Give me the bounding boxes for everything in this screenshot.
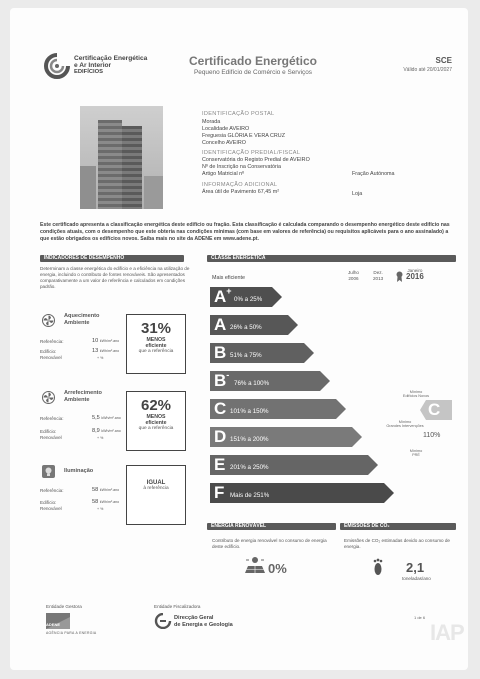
emissions-heading: EMISSÕES DE CO₂ [340, 523, 456, 530]
heating-fan-icon [42, 314, 55, 327]
min-label3: Mínimo [409, 449, 423, 453]
certification-logo-icon [44, 52, 70, 80]
year2-label: Dez. [373, 270, 383, 275]
lighting-ref-unit: kWh/m².ano [99, 488, 120, 492]
supervising-entity-label: Entidade Fiscalizadora [154, 604, 201, 609]
address-field: Morada [202, 119, 221, 125]
heating-renewable-label: Renovável [40, 355, 62, 360]
heating-title-line1: Aquecimento [64, 313, 100, 319]
cooling-renewable-label: Renovável [40, 435, 62, 440]
energy-class-letter: F [214, 483, 225, 502]
energy-class-letter: D [214, 427, 227, 446]
lighting-ref-text: à referência [143, 486, 169, 491]
energy-class-bar [210, 483, 384, 503]
lighting-comparison: IGUAL [146, 480, 166, 486]
energy-class-letter: B- [214, 370, 230, 390]
municipality-field: Concelho AVEIRO [202, 140, 246, 146]
heating-building-value: 13 [92, 348, 99, 354]
heating-ref-label: Referência: [40, 339, 64, 344]
lighting-result-box [126, 465, 186, 525]
renewable-text: Contributo de energia renovável no consumo de energia deste edifício. [212, 538, 327, 549]
cooling-title-line2: Ambiente [64, 396, 90, 403]
lighting-building-label: Edifício: [40, 500, 57, 505]
logo-line1: Certificação Energética [74, 55, 148, 62]
energy-class-range: 0% a 25% [234, 296, 263, 303]
energy-class-bar [210, 427, 352, 447]
intro-paragraph: Este certificado apresenta a classificação energética deste edifício ou fração. Esta classificação é calculada comparando o desempenho energético deste edifício nas condições atuais, com o desempenho que este obteria nas condições mínimas (com base em valores de referência) ou requisitos aplicáveis para o ano assinalado) a que estão obrigados os edifícios novos. Saiba mais no site da ADENE em www.adene.pt. [40, 222, 450, 242]
registration-field: Nº de Inscrição na Conservatória [202, 164, 281, 170]
cooling-ref-value: 5,5 [92, 415, 100, 421]
parish-field: Freguesia GLÓRIA E VERA CRUZ [202, 133, 285, 139]
year-2016 [406, 268, 424, 280]
cooling-building-value: 8,9 [92, 428, 100, 434]
lightbulb-icon [42, 465, 55, 478]
more-efficient-label: Mais eficiente [212, 275, 245, 281]
title-block [178, 54, 328, 76]
year-2013 [373, 270, 383, 281]
dgeg-text [174, 615, 233, 628]
energy-class-bar [210, 455, 368, 475]
lighting-title: Iluminação [64, 468, 94, 474]
tax-article-field: Artigo Matricial nº [202, 171, 245, 177]
emissions-unit: toneladas/ano [402, 576, 431, 581]
current-class-value: 110% [423, 432, 441, 439]
watermark-decoration: IAP [430, 620, 464, 645]
cooling-ref-label: Referência: [40, 416, 64, 421]
heating-result-box [126, 314, 186, 374]
heating-ref-text: que a referência [138, 349, 174, 354]
cert-number: SCE [435, 56, 452, 65]
logo-text [74, 55, 147, 76]
cooling-comparison: MENOS [146, 414, 166, 420]
lighting-ref-label: Referência: [40, 488, 64, 493]
energy-class-bar [210, 399, 336, 419]
locality-field: Localidade AVEIRO [202, 126, 250, 132]
min-pre [396, 449, 436, 457]
lighting-building-value: 58 [92, 499, 99, 505]
energy-class-bar [210, 287, 272, 307]
energy-class-letter: A+ [214, 286, 232, 306]
year-2006 [348, 270, 359, 281]
lighting-ref-value: 58 [92, 487, 99, 493]
postal-heading: IDENTIFICAÇÃO POSTAL [202, 111, 275, 117]
performance-heading: INDICADORES DE DESEMPENHO [40, 255, 184, 262]
heating-title-line2: Ambiente [64, 319, 90, 326]
floor-area-field: Área útil de Pavimento 67,45 m² [202, 189, 280, 195]
footprint-icon [372, 558, 384, 576]
performance-description: Determinam a classe energética do edifício e a eficiência na utilização de energia, incluindo o contributo de fontes renováveis. São apresentados comparativamente a um valor de referência e calculados em condições padrão. [40, 266, 190, 289]
energy-class-range: Mais de 251% [230, 492, 270, 499]
building-photo [80, 106, 163, 209]
heating-ref-unit: kWh/m².ano [99, 339, 120, 343]
logo-line2: e Ar Interior [74, 62, 112, 69]
year1-value: 2006 [348, 275, 359, 281]
logo-line3: EDIFÍCIOS [74, 69, 103, 75]
page-subtitle: Pequeno Edifício de Comércio e Serviços [194, 69, 312, 76]
ribbon-icon [396, 271, 403, 282]
energy-class-letter: B [214, 343, 227, 362]
managing-entity-label: Entidade Gestora [46, 604, 82, 609]
adene-logo-text: ADENE [46, 622, 61, 627]
heating-comparison: MENOS [146, 337, 166, 343]
min-label1: Mínimo [409, 390, 423, 394]
energy-class-range: 151% a 200% [230, 436, 269, 443]
unit-field: Fração Autónoma [352, 171, 395, 177]
min-label2: Mínimo [398, 420, 412, 424]
emissions-value: 2,1 [406, 560, 425, 575]
heating-building-label: Edifício: [40, 349, 57, 354]
page-title: Certificado Energético [188, 54, 318, 68]
pre-label: PRÉ [412, 453, 420, 457]
additional-info-heading: INFORMAÇÃO ADICIONAL [202, 182, 278, 188]
solar-panel-icon [244, 556, 266, 576]
year1-label: Julho [348, 270, 359, 275]
new-buildings-label: Edifícios Novos [402, 394, 430, 398]
cooling-ref-text: que a referência [138, 426, 174, 431]
energy-class-letter: E [214, 455, 226, 474]
energy-class-range: 101% a 150% [230, 408, 269, 415]
renewable-heading: ENERGIA RENOVÁVEL [207, 523, 336, 530]
renewable-value: 0% [268, 561, 287, 576]
energy-class-range: 76% a 100% [234, 380, 270, 387]
energy-class-range: 51% a 75% [230, 352, 262, 359]
min-new-buildings [396, 390, 436, 398]
dgeg-logo-icon [154, 613, 172, 629]
adene-tagline: AGÊNCIA PARA A ENERGIA [46, 631, 97, 635]
lighting-building-unit: kWh/m².ano [99, 500, 120, 504]
energy-class-bar [210, 315, 288, 335]
certificate-page [10, 8, 468, 670]
lighting-renewable-label: Renovável [40, 506, 62, 511]
heating-efficiency: eficiente [145, 343, 167, 349]
energy-class-range: 26% a 50% [230, 324, 262, 331]
identification-section [202, 111, 452, 196]
energy-class-heading: CLASSE ENERGÉTICA [207, 255, 456, 262]
cooling-fan-icon [42, 391, 55, 404]
year3-value: 2016 [406, 272, 424, 281]
heating-ref-value: 10 [92, 338, 99, 344]
lighting-renewable-value: + % [97, 507, 104, 511]
major-interventions-label: Grandes Intervenções [386, 424, 424, 428]
energy-class-bar [210, 343, 304, 363]
cooling-renewable-value: + % [97, 436, 104, 440]
cooling-building-label: Edifício: [40, 429, 57, 434]
year2-value: 2013 [373, 275, 384, 281]
energy-class-range: 201% a 250% [230, 464, 269, 471]
cooling-result-box [126, 391, 186, 451]
heating-percent: 31% [140, 320, 172, 337]
cooling-percent: 62% [140, 397, 172, 414]
heating-building-unit: kWh/m².ano [99, 349, 120, 353]
emissions-text: Emissões de CO₂ estimadas devido ao consumo de energia. [344, 538, 450, 549]
cert-meta [382, 56, 452, 73]
energy-class-letter: C [214, 399, 227, 418]
year3-label: Janeiro [407, 268, 423, 273]
cooling-efficiency: eficiente [145, 420, 167, 426]
registry-field: Conservatória do Registo Predial de AVEIRO [202, 157, 310, 163]
cooling-building-unit: kWh/m².ano [101, 429, 121, 433]
energy-class-sup: - [226, 370, 230, 380]
energy-class-bar [210, 371, 320, 391]
dgeg-line2: de Energia e Geologia [174, 621, 233, 628]
heating-renewable-value: + % [97, 356, 104, 360]
page-number: 1 de 6 [414, 615, 426, 620]
cooling-title-line1: Arrefecimento [64, 390, 102, 396]
energy-class-sup: + [226, 286, 232, 296]
building-type-field: Loja [352, 191, 363, 197]
min-major-interventions [380, 420, 430, 428]
validity-date: Válido até 20/01/2027 [403, 67, 452, 73]
property-heading: IDENTIFICAÇÃO PREDIAL/FISCAL [202, 150, 301, 156]
cooling-ref-unit: kWh/m².ano [101, 416, 121, 420]
current-class-letter: C [428, 400, 441, 419]
dgeg-line1: Direcção Geral [174, 615, 214, 621]
energy-class-letter: A [214, 315, 227, 334]
